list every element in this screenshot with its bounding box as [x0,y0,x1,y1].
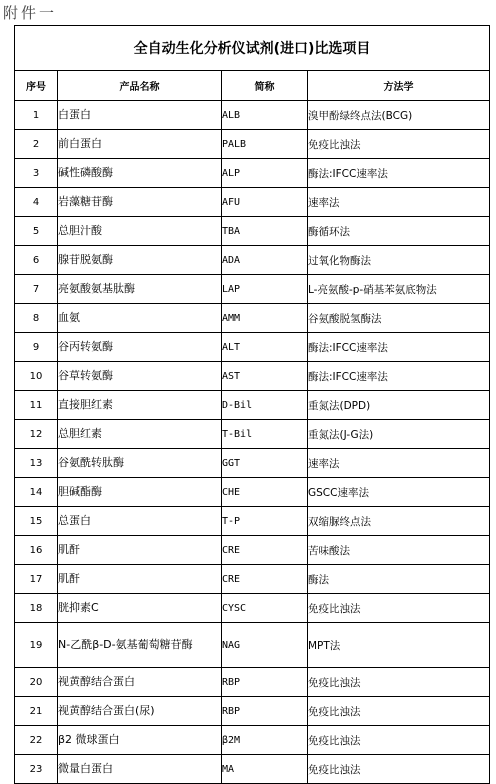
cell-method: 苦味酸法 [308,536,490,565]
cell-product-name: 胱抑素C [58,594,222,623]
cell-method: 谷氨酸脱氢酶法 [308,304,490,333]
header-row [15,71,490,101]
header-no: 序号 [15,71,58,101]
cell-method: MPT法 [308,623,490,668]
cell-method: 酶循环法 [308,217,490,246]
cell-product-name: 血氨 [58,304,222,333]
table-row [15,217,490,246]
table-row [15,130,490,159]
cell-product-name: 总胆汁酸 [58,217,222,246]
cell-method: 酶法 [308,565,490,594]
cell-abbreviation: PALB [222,130,308,159]
cell-product-name: β2 微球蛋白 [58,726,222,755]
cell-no: 2 [15,130,58,159]
cell-no: 12 [15,420,58,449]
cell-product-name: 谷氨酰转肽酶 [58,449,222,478]
cell-method: 免疫比浊法 [308,594,490,623]
cell-abbreviation: ALP [222,159,308,188]
table-row [15,726,490,755]
cell-no: 8 [15,304,58,333]
cell-no: 20 [15,668,58,697]
table-title: 全自动生化分析仪试剂(进口)比选项目 [15,26,490,71]
cell-no: 7 [15,275,58,304]
table-row [15,333,490,362]
table-row [15,188,490,217]
cell-product-name: N-乙酰β-D-氨基葡萄糖苷酶 [58,623,222,668]
table-row [15,362,490,391]
table-row [15,623,490,668]
cell-abbreviation: LAP [222,275,308,304]
cell-abbreviation: CRE [222,565,308,594]
cell-product-name: 谷丙转氨酶 [58,333,222,362]
cell-method: 免疫比浊法 [308,697,490,726]
cell-method: 过氧化物酶法 [308,246,490,275]
cell-abbreviation: AST [222,362,308,391]
cell-product-name: 谷草转氨酶 [58,362,222,391]
cell-abbreviation: CHE [222,478,308,507]
cell-abbreviation: MA [222,755,308,784]
cell-abbreviation: GGT [222,449,308,478]
cell-no: 9 [15,333,58,362]
cell-product-name: 亮氨酸氨基肽酶 [58,275,222,304]
cell-abbreviation: T-Bil [222,420,308,449]
cell-abbreviation: TBA [222,217,308,246]
cell-method: 双缩脲终点法 [308,507,490,536]
cell-no: 16 [15,536,58,565]
cell-product-name: 直接胆红素 [58,391,222,420]
cell-product-name: 视黄醇结合蛋白(尿) [58,697,222,726]
cell-abbreviation: ADA [222,246,308,275]
cell-method: 免疫比浊法 [308,668,490,697]
cell-abbreviation: RBP [222,697,308,726]
cell-abbreviation: ALT [222,333,308,362]
table-row [15,246,490,275]
cell-no: 11 [15,391,58,420]
header-name: 产品名称 [58,71,222,101]
table-row [15,275,490,304]
cell-product-name: 白蛋白 [58,101,222,130]
cell-no: 19 [15,623,58,668]
header-method: 方法学 [308,71,490,101]
cell-no: 5 [15,217,58,246]
cell-product-name: 肌酐 [58,565,222,594]
cell-method: 免疫比浊法 [308,755,490,784]
table-row [15,304,490,333]
cell-method: 重氮法(J-G法) [308,420,490,449]
cell-abbreviation: CRE [222,536,308,565]
cell-product-name: 视黄醇结合蛋白 [58,668,222,697]
cell-abbreviation: AMM [222,304,308,333]
cell-method: 酶法:IFCC速率法 [308,362,490,391]
cell-method: L-亮氨酸-p-硝基苯氨底物法 [308,275,490,304]
cell-method: 溴甲酚绿终点法(BCG) [308,101,490,130]
cell-product-name: 总蛋白 [58,507,222,536]
table-row [15,101,490,130]
cell-no: 21 [15,697,58,726]
cell-product-name: 前白蛋白 [58,130,222,159]
header-abbr: 简称 [222,71,308,101]
table-row [15,420,490,449]
table-row [15,697,490,726]
cell-method: 速率法 [308,449,490,478]
cell-abbreviation: D-Bil [222,391,308,420]
cell-method: 酶法:IFCC速率法 [308,159,490,188]
cell-product-name: 碱性磷酸酶 [58,159,222,188]
table-row [15,536,490,565]
table-row [15,755,490,784]
cell-no: 1 [15,101,58,130]
cell-method: GSCC速率法 [308,478,490,507]
attachment-label: 附件一 [3,4,58,22]
table-body [15,101,490,784]
table-row [15,668,490,697]
cell-no: 3 [15,159,58,188]
cell-no: 15 [15,507,58,536]
cell-method: 速率法 [308,188,490,217]
cell-abbreviation: β2M [222,726,308,755]
table-row [15,159,490,188]
cell-abbreviation: ALB [222,101,308,130]
cell-no: 23 [15,755,58,784]
cell-no: 6 [15,246,58,275]
cell-no: 14 [15,478,58,507]
table-row [15,478,490,507]
cell-abbreviation: RBP [222,668,308,697]
cell-product-name: 腺苷脱氨酶 [58,246,222,275]
table-row [15,507,490,536]
cell-no: 22 [15,726,58,755]
cell-method: 酶法:IFCC速率法 [308,333,490,362]
table-row [15,391,490,420]
cell-method: 免疫比浊法 [308,726,490,755]
cell-product-name: 总胆红素 [58,420,222,449]
table-row [15,565,490,594]
cell-no: 17 [15,565,58,594]
cell-abbreviation: T-P [222,507,308,536]
cell-product-name: 微量白蛋白 [58,755,222,784]
cell-product-name: 肌酐 [58,536,222,565]
reagent-table [14,25,490,784]
cell-abbreviation: NAG [222,623,308,668]
cell-method: 重氮法(DPD) [308,391,490,420]
cell-product-name: 胆碱酯酶 [58,478,222,507]
cell-no: 4 [15,188,58,217]
cell-method: 免疫比浊法 [308,130,490,159]
cell-no: 18 [15,594,58,623]
table-row [15,594,490,623]
cell-abbreviation: CYSC [222,594,308,623]
cell-product-name: 岩藻糖苷酶 [58,188,222,217]
table-row [15,449,490,478]
cell-abbreviation: AFU [222,188,308,217]
cell-no: 13 [15,449,58,478]
cell-no: 10 [15,362,58,391]
